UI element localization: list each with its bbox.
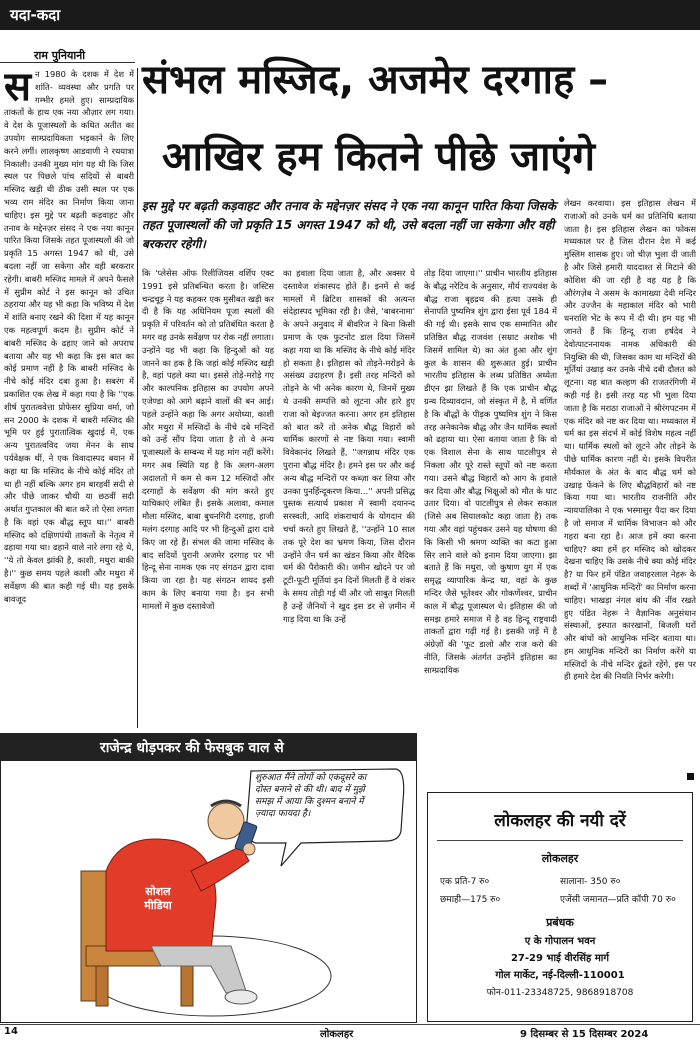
price-single: एक प्रति-7 रु० [440,877,490,887]
price-agency: एजेंसी जमानत—प्रति कॉपी 70 रु० [560,895,676,905]
ad-subtitle: लोकलहर [541,852,579,865]
section-header-bar [0,0,700,30]
column-5-text: लेखन करवाया। इस इतिहास लेखन में राजाओं को उनके धर्म का प्रतिनिधि बताया जाता है। इस इतिहास लेखन का फोकस मध्यकाल पर है जिस दौरान देश में कई मुस्लिम शासक हुए। जो चीज़ भुला दी जाती है और जिसे हमारी याददाश्त से मिटाने की कोशिश की जा रही है वह यह है कि औरंगज़ेब ने असम के कामाख्या देवी मन्दिर और उज्जैन के महाकाल मंदिर को भारी धनराशि भेंट के रूप में दी थी। हम यह भी जानते हैं कि हिन्दू राजा हर्षदेव ने देवोत्पाटननायक नामक अधिकारी की नियुक्ति की थी, जिसका काम था मन्दिरों की मूर्तियां उखाड़ कर उनके नीचे दबी दौलत को लूटना। यह बात कल्हण की राजतरंगिणी में कही गई है। इसी तरह यह भी भुला दिया जाता है कि मराठा राजाओं ने श्रीरंगपटनम में एक मंदिर को नष्ट कर दिया था। मध्यकाल में धर्म का इस संदर्भ में कोई विशेष महत्व नहीं था। धार्मिक स्थलों को लूटने और तोड़ने के पीछे धार्मिक कारण नहीं थे। इसके विपरीत मौर्यकाल के अंत के बाद बौद्ध धर्म को उखाड़ फेंकने के लिए बौद्धविहारों को नष्ट किया गया था। भारतीय राजनीति और न्यायपालिका ने एक भस्मासुर पैदा कर दिया है जो समाज में धार्मिक विभाजन को और गहरा बना रहा है। आज हमें क्या करना चाहिए? क्या हमें हर मस्जिद को खोदकर देखना चाहिए कि उसके नीचे क्या कोई मंदिर है? या फिर हमें पंडित जवाहरलाल नेहरू के शब्दों में 'आधुनिक मन्दिरों' का निर्माण करना चाहिए। भाखड़ा नंगल बांध की नींव रखते हुए पंडित नेहरू ने वैज्ञानिक अनुसंधान संस्थाओं, इस्पात कारखानों, बिजली घरों और बांधों को आधुनिक मन्दिर बताया था। हम आधुनिक मन्दिरों का निर्माण करेंगे या मस्जिदों के नीचे मन्दिर ढूंढते रहेंगे, इस पर ही हमारे देश की नियति निर्भर करेगी। [564,198,696,682]
speech-line-2: दोस्त बनाने से की थी। बाद में मुझे [255,785,365,795]
shirt-label [128,885,188,913]
article-column-3 [283,267,415,727]
footer-rule [0,1024,700,1025]
headline-line-2: आखिर हम कितने पीछे जाएंगे [162,134,596,180]
article-column-2 [142,267,274,727]
ad-title: लोकलहर की नयी दरें [494,811,626,831]
manager-label: प्रबंधक [546,916,574,929]
phone-number: फोन-011-23348725, 9868918708 [486,988,634,998]
speech-line-4: ज़्यादा फायदा है। [255,809,311,819]
dropcap: स [4,68,32,110]
shirt-label-line-2: मीडिया [144,899,172,912]
speech-bubble-text [255,772,405,820]
address-line-1: 27-29 भाई वीरसिंह मार्ग [510,953,610,964]
article-column-5 [564,197,696,780]
column-3-text: का हवाला दिया जाता है, और अक्सर ये दस्तावेज शंकास्पद होते हैं। इनमें से कई मामलों में ब्रिटिश शासकों की अत्यन्त संदेहास्पद भूमिका रही है। जैसे, 'बाबरनामा' के अपने अनुवाद में बीवरिज ने बिना किसी प्रमाण के एक फुटनोट डाल दिया जिसमें कहा गया था कि मस्जिद के नीचे कोई मंदिर हो सकता है। इतिहास को तोड़ने-मरोड़ने के असंख्य उदाहरण हैं। इसी तरह मन्दिरों को तोड़ने के भी अनेक कारण थे, जिनमें मुख्य थे उनकी सम्पत्ति को लूटना और हारे हुए राजा को बेइज्जत करना। अगर हम इतिहास को बात करें तो अनेक बौद्ध विहारों को धार्मिक कारणों से नष्ट किया गया। स्वामी विवेकानंद लिखते हैं, ''जगन्नाथ मंदिर एक पुराना बौद्ध मंदिर है। हमने इस पर और कई अन्य बौद्ध मन्दिरों पर कब्ज़ा कर लिया और उनका पुनर्हिन्दूकरण किया...'' अपनी प्रसिद्ध पुस्तक सत्यार्थ प्रकाश में स्वामी दयानन्द सरस्वती, आदि शंकराचार्य के योगदान की चर्चा करते हुए लिखते हैं, ''उन्होंने 10 साल तक पूरे देश का भ्रमण किया, जिस दौरान उन्होंने जैन धर्म का खंडन किया और वैदिक धर्म की पैरोकारी की। जमीन खोदने पर जो टूटी-फूटी मूर्तियां इन दिनों मिलती हैं वे शंकर के समय तोड़ी गई थीं और जो साबुत मिलती हैं उन्हें जैनियों ने खुद इस डर से ज़मीन में गाड़ दिया था कि उन्हें [283,268,415,624]
author-rule [0,62,135,63]
cartoon-title: राजेन्द्र धोड़पकर की फेसबुक वाल से [100,740,284,756]
column-divider [137,68,138,728]
shirt-label-line-1: सोशल [145,885,171,898]
end-mark [687,773,694,780]
headline-line-1: संभल मस्जिद, अजमेर दरगाह – [142,57,609,103]
column-2-text: कि 'प्लेसेस ऑफ रिलीजियस वर्शिप एक्ट 1991 इसे प्रतिबन्धित करता है। जस्टिस चन्द्रचूड़ ने यह कहकर एक मुसीबत खड़ी कर दी है कि यह अधिनियम पूजा स्थलों की प्रकृति में परिवर्तन को तो प्रतिबंधित करता है मगर वह उनके सर्वेक्षण पर रोक नहीं लगाता। उन्होंने यह भी कहा कि हिन्दुओं को यह जानने का हक है कि जहां कोई मस्जिद खड़ी है, वहां पहले क्या था। इससे तोड़े-मरोड़े गए और काल्पनिक इतिहास का उपयोग अपने एजेण्डा को आगे बढ़ाने वालों की बन आई। पहले उन्होंने कहा कि अगर अयोध्या, काशी और मथुरा में मस्जिदों के नीचे दबे मन्दिरों को उन्हें सौंप दिया जाता है तो वे अन्य पूजास्थलों के सम्बन्ध में यह मांग नहीं करेंगे। मगर अब स्थिति यह है कि अलग-अलग अदालतों में कम से कम 12 मस्जिदों और दरगाहों के सर्वेक्षण की मांग करते हुए याचिकाएं लंबित हैं। इसके अलावा, कमाल मौला मस्जिद, बाबा बुधनगिरी दरगाह, हाजी मलंग दरगाह आदि पर भी हिन्दुओं द्वारा दावे किए जा रहे हैं। संभल की जामा मस्जिद के बाद सदियों पुरानी अजमेर दरगाह पर भी हिन्दू सेना नामक एक नए संगठन द्वारा दावा किया जा रहा है। यह संगठन शायद इसी काम के लिए बनाया गया है। इन सभी मामलों में कुछ दस्तावेजों [142,268,274,611]
publication-name: लोकलहर [320,1029,354,1040]
author-name: राम पुनियानी [34,49,86,62]
page-number: 14 [4,1026,18,1037]
column-1-text: न 1980 के दशक में देश में शांति- व्यवस्था और प्रगति पर गम्भीर हमले हुए। साम्प्रदायिक ताकतों के हाथ एक नया औज़ार लग गया। वे देश के पूजास्थलों के कथित अतीत का उपयोग साम्प्रदायिकता भड़काने के लिए करने लगीं। लालकृष्ण आडवाणी ने रथयात्रा निकाली। उनकी मुख्य मांग यह थी कि जिस स्थल पर पिछले पांच सदियों से बाबरी मस्जिद खड़ी थी ठीक उसी स्थल पर एक भव्य राम मंदिर का निर्माण किया जाना चाहिए। इस मुद्दे पर बढ़ती कड़वाहट और तनाव के मद्देनज़र संसद ने एक नया कानून पारित किया जिसके तहत पूजास्थलों की जो प्रकृति 15 अगस्त 1947 को थी, उसे बदला नहीं जा सकेगा और वही बरकरार रहेगी। बाबरी मस्जिद मामले में अपने फैसले में सुप्रीम कोर्ट ने इस कानून को उचित ठहराया और यह भी कहा कि भविष्य में देश में शांति बनाए रखने की दिशा में यह कानून एक महत्वपूर्ण कदम है। सुप्रीम कोर्ट ने बाबरी मस्जिद के ढहाए जाने को अपराध बताया और यह भी कहा कि इस बात का कोई प्रमाण नहीं है कि बाबरी मस्जिद के नीचे कोई मंदिर दबा हुआ है। सबरंग में प्रकाशित एक लेख में कहा गया है कि ''एक शीर्ष पुरातत्ववेत्ता प्रोफेसर सुप्रिया वर्मा, जो सन 2000 के दशक में बाबरी मस्जिद की भूमि पर हुई पुरातात्विक खुदाई में, एक अन्य पुरातत्वविद जया मेनन के साथ पर्यवेक्षक थीं, ने एक विवादास्पद बयान में कहा था कि मस्जिद के नीचे कोई मंदिर तो था ही नहीं बल्कि अगर हम बारहवीं सदी से और पीछे जाकर चौथी या छठवीं सदी अर्थात गुप्तकाल की बात करें तो ऐसा लगता है कि वहां एक बौद्ध स्तूप था।'' बाबरी मस्जिद को दक्षिणपंथी ताकतों के नेतृत्व में ढहाया गया था। ढहाने वाले नारे लगा रहे थे, ''ये तो केवल झांकी है, काशी, मथुरा बाकी है।'' कुछ समय पहले काशी और मथुरा में सर्वेक्षण की बात कही गई थी। यह इसके बावजूद [4,69,134,604]
section-label: यदा-कदा [10,6,61,24]
article-column-4 [424,267,557,777]
article-column-1 [4,68,134,728]
price-annual: सालाना- 350 रु० [560,877,621,887]
address-line-2: गोल मार्केट, नई-दिल्ली-110001 [495,970,625,981]
column-4-text: तोड़ दिया जाएगा।'' प्राचीन भारतीय इतिहास के बौद्ध नरेटिव के अनुसार, मौर्य राज्यवंश के बौद्ध राजा बृहद्रथ की हत्या उसके ही सेनापति पुष्यमित्र शुंग द्वारा ईसा पूर्व 184 में की गई थी। इसके साथ एक सम्मानित और प्रतिष्ठित बौद्ध राजवंश (सम्राट अशोक भी जिसमें शामिल थे) का अंत हुआ और शुंग कुल के शासन की शुरूआत हुई। प्राचीन भारतीय इतिहास के लब्ध प्रतिष्ठित अध्येता डीएन झा लिखते हैं कि एक प्राचीन बौद्ध ग्रन्थ दिव्यावदान, जो संस्कृत में है, में वर्णित है कि बौद्धों के पीड़क पुष्यमित्र शुंग ने किस तरह अनेकानेक बौद्ध और जैन धार्मिक स्थलों को ढहाया था। ऐसा बताया जाता है कि वो एक विशाल सेना के साथ पाटलीपुत्र से निकला और पूरे रास्ते स्तूपों को नष्ट करता गया। उसने बौद्ध विहारों को आग के हवाले कर दिया और बौद्ध भिक्षुओं को मौत के घाट उतार दिया। वो पाटलीपुत्र से लेकर सकाल (जिसे अब सियालकोट कहा जाता है) तक गया और वहां पहुंचकर उसने यह घोषणा की कि किसी भी श्रमण व्यक्ति का कटा हुआ सिर लाने वाले को इनाम दिया जाएगा। झा बताते हैं कि मथुरा, जो कुषाण युग में एक समृद्ध व्यापारिक केन्द्र था, वहां के कुछ मन्दिर जैसे भूतेश्वर और गोकर्णेश्वर, प्राचीन काल में बौद्ध पूजास्थल थे। इतिहास की जो समझ हमारे समाज में है वह हिन्दू राष्ट्रवादी ताकतों द्वारा गढ़ी गई है। इसकी जड़ें में है अंग्रेज़ों की 'फूट डालो और राज करो की नीति, जिसके अंतर्गत उन्होंने इतिहास का साम्प्रदायिक [424,268,557,675]
article-deck: इस मुद्दे पर बढ़ती कड़वाहट और तनाव के मद्देनज़र संसद ने एक नया कानून पारित किया जिसके तहत पूजास्थलों की जो प्रकृति 15 अगस्त 1947 को थी, उसे बदला नहीं जा सकेगा और वही बरकरार रहेगी। [142,199,557,251]
price-half-yearly: छमाही—175 रु० [440,895,501,905]
speech-line-1: शुरुआत मैंने लोगों को एकदूसरे का [255,773,367,783]
issue-date-range: 9 दिसम्बर से 15 दिसम्बर 2024 [520,1029,649,1040]
manager-name: ए के गोपालन भवन [524,936,596,947]
speech-line-3: समझ में आया कि दुश्मन बनाने में [255,797,364,807]
ad-divider [437,840,683,841]
